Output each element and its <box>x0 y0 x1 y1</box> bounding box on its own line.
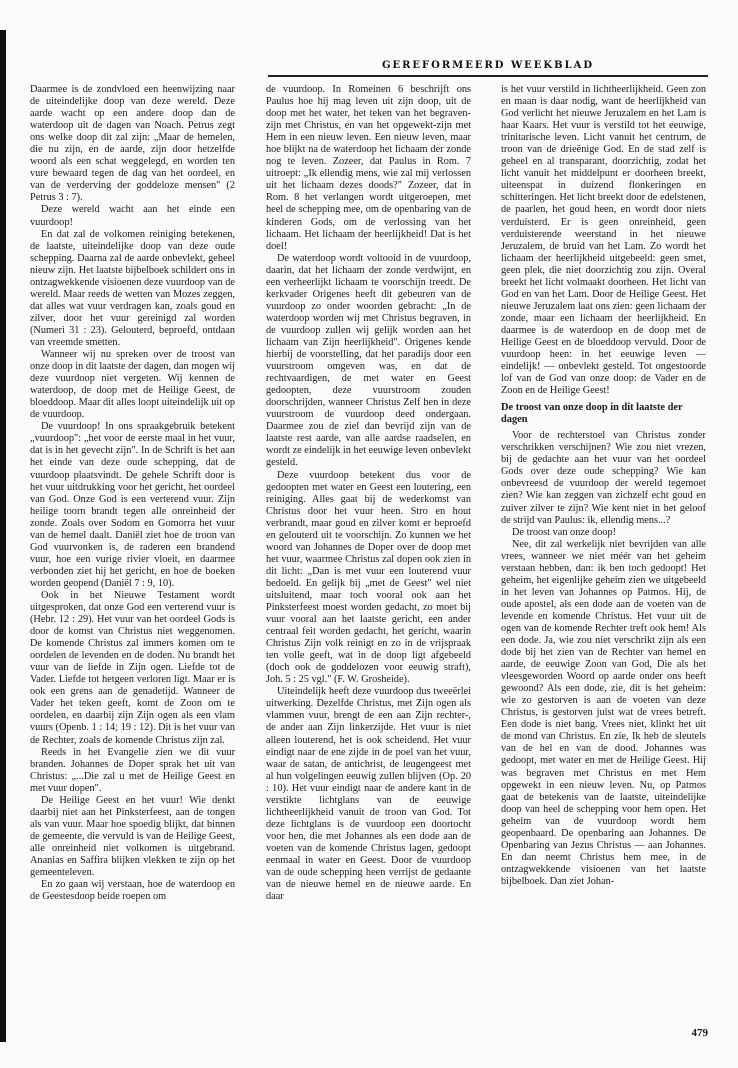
paragraph: Nee, dit zal werkelijk niet bevrijden van alle vrees, wanneer we niet méér van het geheim verstaan hebben, dan: ik ben toch gedoopt! Het geheim, het eigenlijke geheim zien we uitgebeeld in het leven van Johannes op Patmos. Hij, de oude apostel, als een dode aan de voeten van de levende en komende Christus. Het vuur uit de ogen van de komende Rechter treft ook hem! Als een dode. Ja, wie zou niet verschrikt zijn als een dode bij het zien van de Rechter van hemel en aarde, de eeuwige Zoon van God, Die als het vleesgeworden Woord op aarde onder ons heeft gewoond? Als een dode, zie, dit is het geheim: wie zo gestorven is aan de voeten van deze Christus, is gestorven juist wat de vrees betreft. Een dode is niet bang. Vrees niet, klinkt het uit de mond van Christus. En zie, Ik heb de sleutels van de hel en van de dood. Johannes was gedoopt, met water en met de Heilige Geest. Hij was begraven met Christus en met Hem opgewekt in een nieuw leven. Nu, op Patmos gaat de betekenis van de laatste, uiteindelijke doop van heel de schepping voor hem open. Het geheim van de vuurdoop wordt hem geopenbaard. De openbaring aan Johannes. De Openbaring van Jezus Christus — aan Johannes. En dan neemt Christus hem mee, in de ontzagwekkende visioenen van het laatste bijbelboek. Dan ziet Johan- <box>501 538 706 887</box>
header-rule <box>268 75 708 77</box>
text-column-1 <box>30 84 235 1024</box>
paragraph: Voor de rechterstoel van Christus zonder verschrikken verschijnen? Wie zou niet vrezen, bij de gedachte aan het vuur van het oordeel Gods over deze oude schepping? Wie kan onbevreesd de vuurdoop der wereld tegemoet zien? Wie kan zeggen van zichzelf echt goud en zuiver zilver te zijn? Wie kent niet in het geloof de strijd van Paulus: ik, ellendig mens...? <box>501 430 706 526</box>
paragraph: de vuurdoop. In Romeinen 6 beschrijft ons Paulus hoe hij mag leven uit zijn doop, uit de doop met het water, het teken van het begraven-zijn met Christus, en van het opgewekt-zijn met Hem in een nieuw leven. Een nieuw leven, maar hoe blijkt na de waterdoop het lichaam der zonde nog te leven. Zozeer, dat Paulus in Rom. 7 uitroept: „Ik ellendig mens, wie zal mij verlossen uit het lichaam dezes doods?" Zozeer, dat in Rom. 8 het verlangen wordt uitgeroepen, met heel de schepping mee, om de openbaring van de kinderen Gods, om de verlossing van het lichaam. Het lichaam der heerlijkheid! Dat is het doel! <box>266 84 471 252</box>
paragraph: De vuurdoop! In ons spraakgebruik betekent „vuurdoop": „het voor de eerste maal in het vuur, dat is in het gevecht zijn". In de Schrift is het aan het einde van deze oude schepping, dat de vuurdoop plaatsvindt. De gehele Schrift door is het vuur uitdrukking voor het gericht, het oordeel van God. Onze God is een verterend vuur. Zijn heilige toorn brandt tegen alle onreinheid der zonde. Zoals over Sodom en Gomorra het vuur van de hemel daalt. Daniël ziet hoe de troon van God vuurvonken is, de raderen een brandend vuur, hoe een vurige rivier vloeit, en daarmee verbonden ziet hij het gericht, en hoe de boeken worden geopend (Daniël 7 : 9, 10). <box>30 421 235 589</box>
paragraph: Deze vuurdoop betekent dus voor de gedoopten met water en Geest een loutering, een reiniging. Alles gaat bij de wederkomst van Christus door het vuur heen. Stro en hout verbrandt, maar goud en zilver komt er beproefd en gelouterd uit te voorschijn. Zo kunnen we het woord van Johannes de Doper over de doop met het vuur, waarmee Christus zal dopen ook zien in dit licht: „Dan is met vuur een louterend vuur bedoeld. En gelijk bij „met de Geest" wel niet uitsluitend, maar toch vooral ook aan het Pinksterfeest moest worden gedacht, zo moet bij vuur vooral aan het laatste gericht, een ander centraal feit worden gedacht, het gericht, waarin Christus Zijn volk reinigt en zo in de vrijspraak ten volle geeft, wat in de doop ligt afgebeeld (doch ook de goddelozen voor eeuwig straft), Joh. 5 : 25 vgl." (F. W. Grosheide). <box>266 469 471 686</box>
paragraph: Daarmee is de zondvloed een heenwijzing naar de uiteindelijke doop van deze wereld. Deze aarde wacht op een andere doop dan de waterdoop uit de dagen van Noach. Petrus zegt ons welke doop dit zal zijn: „Maar de hemelen, die nu zijn, en de aarde, zijn door hetzelfde woord als een schat weggelegd, en worden ten vure bewaard tegen de dag van het oordeel, en van de verderving der goddeloze mensen" (2 Petrus 3 : 7). <box>30 84 235 204</box>
paragraph: En dat zal de volkomen reiniging betekenen, de laatste, uiteindelijke doop van deze oude schepping. Daarna zal de aarde onbevlekt, geheel nieuw zijn. Het laatste bijbelboek schildert ons in ontzagwekkende visioenen deze vuurdoop van de wereld. Maar reeds de wetten van Mozes zeggen, dat alles wat vuur verdragen kan, zoals goud en zilver, door het vuur gereinigd zal worden (Numeri 31 : 23). Gelouterd, beproefd, ontdaan van vreemde smetten. <box>30 228 235 348</box>
paragraph: Uiteindelijk heeft deze vuurdoop dus tweeërlei uitwerking. Dezelfde Christus, met Zijn ogen als vlammen vuur, brengt de een aan Zijn rechter-, de ander aan Zijn linkerzijde. Het vuur is niet alleen louterend, het is ook scheidend. Het vuur eindigt naar de ene zijde in de poel van het vuur, waar de satan, de antichrist, de leugengeest met al hun volgelingen eeuwig zullen blijven (Op. 20 : 10). Het vuur eindigt naar de andere kant in de verstikte lichtglans van de eeuwige lichtheerlijkheid vanuit de troon van God. Tot deze lichtglans is de vuurdoop een doortocht voor hen, die met Johannes als een dode aan de voeten van de komende Christus lagen, gedoopt eenmaal in water en Geest. Door de vuurdoop van de oude schepping heen verrijst de gedaante van de nieuwe hemel en de nieuwe aarde. En daar <box>266 686 471 903</box>
paragraph: is het vuur verstild in lichtheerlijkheid. Geen zon en maan is daar nodig, want de heerlijkheid van God verlicht het nieuwe Jeruzalem en het Lam is haar Kaars. Het vuur is verstild tot het eeuwige, trinitarische leven. Licht vanuit het centrum, de troon van de drieënige God. En de stad zelf is geheel en al transparant, doorzichtig, zodat het licht vanuit het middelpunt er doorheen breekt, uiteenspat in duizend flonkeringen en schitteringen. Het licht breekt door de edelstenen, de paarlen, het goud heen, en wordt door niets verduisterd. Er is geen onreinheid, geen verduisterende weerstand in het nieuwe Jeruzalem, de bruid van het Lam. Zo wordt het lichaam der heerlijkheid uitgebeeld: geen smet, geen plek, die niet doorzichtig zou zijn. Overal breekt het licht volmaakt doorheen. Het licht van God en van het Lam. Door de Heilige Geest. Het nieuwe Jeruzalem laat ons zien: geen lichaam der zonde, maar een lichaam der heerlijkheid. En daarmee is de waterdoop en de doop met de Heilige Geest en de bloeddoop vervuld. Door de vuurdoop heen: in het eeuwige leven — eindelijk! — onbevlekt gesteld. Tot ongestoorde lof van de God van onze doop: de Vader en de Zoon en de Heilige Geest! <box>501 84 706 397</box>
paragraph: Ook in het Nieuwe Testament wordt uitgesproken, dat onze God een verterend vuur is (Hebr. 12 : 29). Het vuur van het oordeel Gods is door de komst van Christus niet weggenomen. De komende Christus zal immers komen om te oordelen de levenden en de doden. Nu brandt het vuur van de liefde in Zijn ogen. Liefde tot de Vader. Liefde tot hetgeen verloren ligt. Maar er is ook een grens aan de genadetijd. Wanneer de Vader het teken geeft, komt de Zoon om te oordelen, en daarbij zijn Zijn ogen als een vlam vuurs (Openb. 1 : 14; 19 : 12). Dit is het vuur van de Rechter, zoals de komende Christus zijn zal. <box>30 589 235 746</box>
text-column-3 <box>501 84 706 1024</box>
paragraph: De waterdoop wordt voltooid in de vuurdoop, daarin, dat het lichaam der zonde verdwijnt, en een verheerlijkt lichaam te voorschijn treedt. De kerkvader Origenes heeft dit gebeuren van de vuurdoop zo onder woorden gebracht: „In de waterdoop worden wij met Christus begraven, in de vuurdoop zullen wij gelijk worden aan het lichaam van Zijn heerlijkheid". Origenes kende hierbij de voorstelling, dat het paradijs door een vuurstroom omgeven was, en dat de rechtvaardigen, de met water en Geest gedoopten, deze vuurstroom zouden doorschrijden, wanneer Christus Zelf hen in deze vuurstroom de vuurdoop deed ondergaan. Daarmee zou de ziel dan bevrijd zijn van de laatste rest aarde, van alle aardse raadselen, en wordt ze eindelijk in het eeuwige leven onbevlekt gesteld. <box>266 252 471 469</box>
paragraph: De Heilige Geest en het vuur! Wie denkt daarbij niet aan het Pinksterfeest, aan de tongen als van vuur. Maar hoe spoedig blijkt, dat binnen de gemeente, die vervuld is van de Heilige Geest, alle onreinheid niet volkomen is uitgebrand. Ananias en Saffira blijken vlekken te zijn op het gemeenteleven. <box>30 794 235 879</box>
running-header: GEREFORMEERD WEEKBLAD <box>381 60 595 71</box>
paragraph: Deze wereld wacht aan het einde een vuurdoop! <box>30 204 235 228</box>
paragraph: Wanneer wij nu spreken over de troost van onze doop in dit laatste der dagen, dan mogen wij deze vuurdoop niet vergeten. Wij kennen de waterdoop, de doop met de Heilige Geest, de bloeddoop. Maar dit alles loopt uiteindelijk uit op de vuurdoop. <box>30 349 235 421</box>
section-heading: De troost van onze doop in dit laatste der dagen <box>501 402 683 426</box>
text-column-2 <box>266 84 471 1024</box>
paragraph: De troost van onze doop! <box>512 526 617 538</box>
paragraph: Reeds in het Evangelie zien we dit vuur branden. Johannes de Doper sprak het uit van Christus: „...Die zal u met de Heilige Geest en met vuur dopen". <box>30 746 235 794</box>
page-number: 479 <box>691 1027 708 1039</box>
binding-edge <box>0 30 6 1042</box>
paragraph: En zo gaan wij verstaan, hoe de waterdoop en de Geestesdoop beide roepen om <box>30 879 235 903</box>
